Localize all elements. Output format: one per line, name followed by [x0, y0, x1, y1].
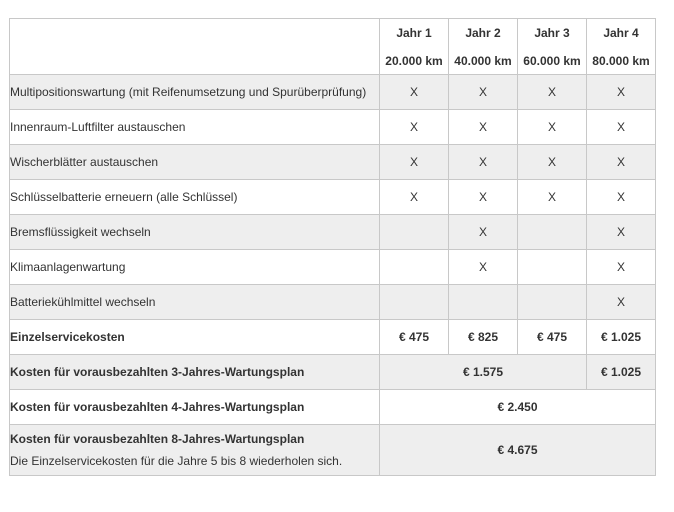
- service-label: Batteriekühlmittel wechseln: [10, 285, 380, 320]
- service-row: [10, 215, 656, 250]
- year-4-header: [587, 19, 656, 75]
- service-mark: X: [587, 215, 656, 250]
- service-mark: X: [449, 250, 518, 285]
- service-mark: [380, 285, 449, 320]
- service-mark: X: [587, 75, 656, 110]
- single-cost-value: € 475: [380, 320, 449, 355]
- service-label: Schlüsselbatterie erneuern (alle Schlüssel): [10, 180, 380, 215]
- service-mark: X: [518, 110, 587, 145]
- plan-3-year-label: Kosten für vorausbezahlten 3-Jahres-Wartungsplan: [10, 355, 380, 390]
- plan-8-year-value: € 4.675: [380, 425, 656, 476]
- plan-4-year-value: € 2.450: [380, 390, 656, 425]
- year-label: Jahr 2: [465, 25, 501, 40]
- km-label: 80.000 km: [592, 53, 650, 68]
- service-mark: X: [587, 110, 656, 145]
- service-mark: X: [518, 180, 587, 215]
- plan-8-year-note: Die Einzelservicekosten für die Jahre 5 bis 8 wiederholen sich.: [10, 454, 343, 468]
- year-label: Jahr 3: [534, 25, 570, 40]
- service-mark: X: [518, 145, 587, 180]
- service-label: Wischerblätter austauschen: [10, 145, 380, 180]
- service-row: [10, 180, 656, 215]
- year-1-header: [380, 19, 449, 75]
- plan-8-year-row: [10, 425, 656, 476]
- year-label: Jahr 4: [603, 25, 639, 40]
- service-mark: X: [587, 285, 656, 320]
- service-row: [10, 250, 656, 285]
- service-row: [10, 110, 656, 145]
- header-row: [10, 19, 656, 75]
- service-mark: X: [449, 215, 518, 250]
- service-mark: [449, 285, 518, 320]
- service-mark: X: [518, 75, 587, 110]
- service-mark: X: [587, 145, 656, 180]
- service-mark: X: [449, 145, 518, 180]
- plan-8-year-label: Kosten für vorausbezahlten 8-Jahres-Wartungsplan: [10, 432, 305, 446]
- service-mark: X: [380, 75, 449, 110]
- year-3-header: [518, 19, 587, 75]
- km-label: 60.000 km: [523, 53, 581, 68]
- plan-4-year-label: Kosten für vorausbezahlten 4-Jahres-Wartungsplan: [10, 390, 380, 425]
- single-cost-value: € 825: [449, 320, 518, 355]
- single-cost-value: € 1.025: [587, 320, 656, 355]
- service-label: Multipositionswartung (mit Reifenumsetzung und Spurüberprüfung): [10, 75, 380, 110]
- plan-3-year-row: [10, 355, 656, 390]
- single-cost-value: € 475: [518, 320, 587, 355]
- header-corner: [10, 19, 380, 75]
- km-label: 40.000 km: [454, 53, 512, 68]
- km-label: 20.000 km: [385, 53, 443, 68]
- service-mark: X: [449, 110, 518, 145]
- year-2-header: [449, 19, 518, 75]
- service-label: Innenraum-Luftfilter austauschen: [10, 110, 380, 145]
- service-mark: [518, 285, 587, 320]
- plan-3-year-extra-value: € 1.025: [587, 355, 656, 390]
- maintenance-plan-table: [9, 18, 656, 476]
- single-cost-row: [10, 320, 656, 355]
- service-mark: X: [380, 180, 449, 215]
- service-mark: X: [449, 75, 518, 110]
- service-row: [10, 75, 656, 110]
- service-row: [10, 285, 656, 320]
- plan-3-year-value: € 1.575: [380, 355, 587, 390]
- service-label: Klimaanlagenwartung: [10, 250, 380, 285]
- single-cost-label: Einzelservicekosten: [10, 320, 380, 355]
- service-mark: [518, 215, 587, 250]
- service-mark: X: [587, 250, 656, 285]
- service-mark: [380, 215, 449, 250]
- plan-8-year-cell: [10, 425, 380, 476]
- service-label: Bremsflüssigkeit wechseln: [10, 215, 380, 250]
- plan-4-year-row: [10, 390, 656, 425]
- service-mark: [518, 250, 587, 285]
- service-mark: X: [449, 180, 518, 215]
- service-mark: [380, 250, 449, 285]
- year-label: Jahr 1: [396, 25, 432, 40]
- service-row: [10, 145, 656, 180]
- service-mark: X: [380, 145, 449, 180]
- service-mark: X: [380, 110, 449, 145]
- service-mark: X: [587, 180, 656, 215]
